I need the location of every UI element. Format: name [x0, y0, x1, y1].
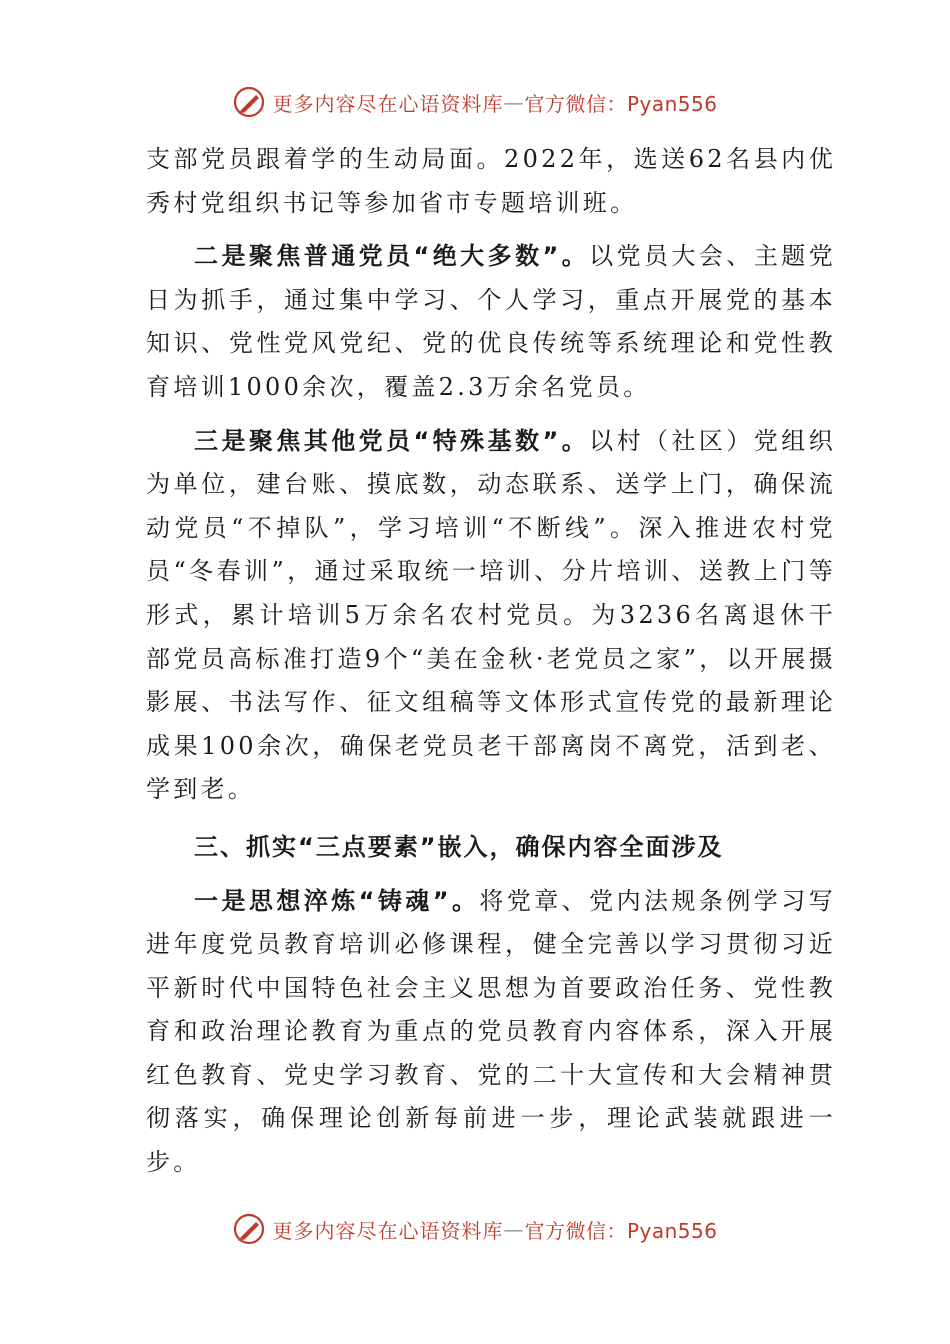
paragraph-1-text: 支部党员跟着学的生动局面。2022年，选送62名县内优秀村党组织书记等参加省市专题培训班。 — [146, 145, 836, 217]
paragraph-4-lead: 一是思想淬炼“铸魂”。 — [194, 886, 480, 915]
paragraph-2 — [146, 235, 836, 409]
banner-text: 更多内容尽在心语资料库 — [272, 1218, 504, 1243]
paragraph-2-lead: 二是聚焦普通党员“绝大多数”。 — [194, 242, 590, 271]
banner-suffix: 官方微信：Pyan556 — [524, 1218, 718, 1243]
banner-separator: — — [503, 1217, 525, 1241]
banner-suffix: 官方微信：Pyan556 — [524, 91, 718, 116]
paragraph-3 — [146, 420, 836, 812]
banner-separator: — — [503, 90, 525, 114]
paragraph-3-text: 以村（社区）党组织为单位，建台账、摸底数，动态联系、送学上门，确保流动党员“不掉队”，学习培训“不断线”。深入推进农村党员“冬春训”，通过采取统一培训、分片培训、送教上门等形式，累计培训5万余名农村党员。为3236名离退休干部党员高标准打造9个“美在金秋·老党员之家”，以开展摄影展、书法写作、征文组稿等文体形式宣传党的最新理论成果100余次，确保老党员老干部离岗不离党，活到老、学到老。 — [146, 426, 837, 804]
paragraph-1 — [146, 138, 836, 225]
pen-logo-icon — [232, 1212, 266, 1246]
paragraph-3-lead: 三是聚焦其他党员“特殊基数”。 — [194, 426, 590, 455]
banner-text: 更多内容尽在心语资料库 — [272, 91, 504, 116]
paragraph-4 — [146, 880, 836, 1185]
header-watermark-banner — [0, 82, 950, 122]
paragraph-4-text: 将党章、党内法规条例学习写进年度党员教育培训必修课程，健全完善以学习贯彻习近平新时代中国特色社会主义思想为首要政治任务、党性教育和政治理论教育为重点的党员教育内容体系，深入开展红色教育、党史学习教育、党的二十大宣传和大会精神贯彻落实，确保理论创新每前进一步，理论武装就跟进一步。 — [146, 886, 836, 1177]
document-body — [146, 138, 836, 1185]
pen-logo-icon — [232, 85, 266, 119]
paragraph-2-text: 以党员大会、主题党日为抓手，通过集中学习、个人学习，重点开展党的基本知识、党性党风党纪、党的优良传统等系统理论和党性教育培训1000余次，覆盖2.3万余名党员。 — [146, 242, 837, 401]
section-heading: 三、抓实“三点要素”嵌入，确保内容全面涉及 — [194, 832, 724, 861]
footer-watermark-banner — [0, 1209, 950, 1249]
